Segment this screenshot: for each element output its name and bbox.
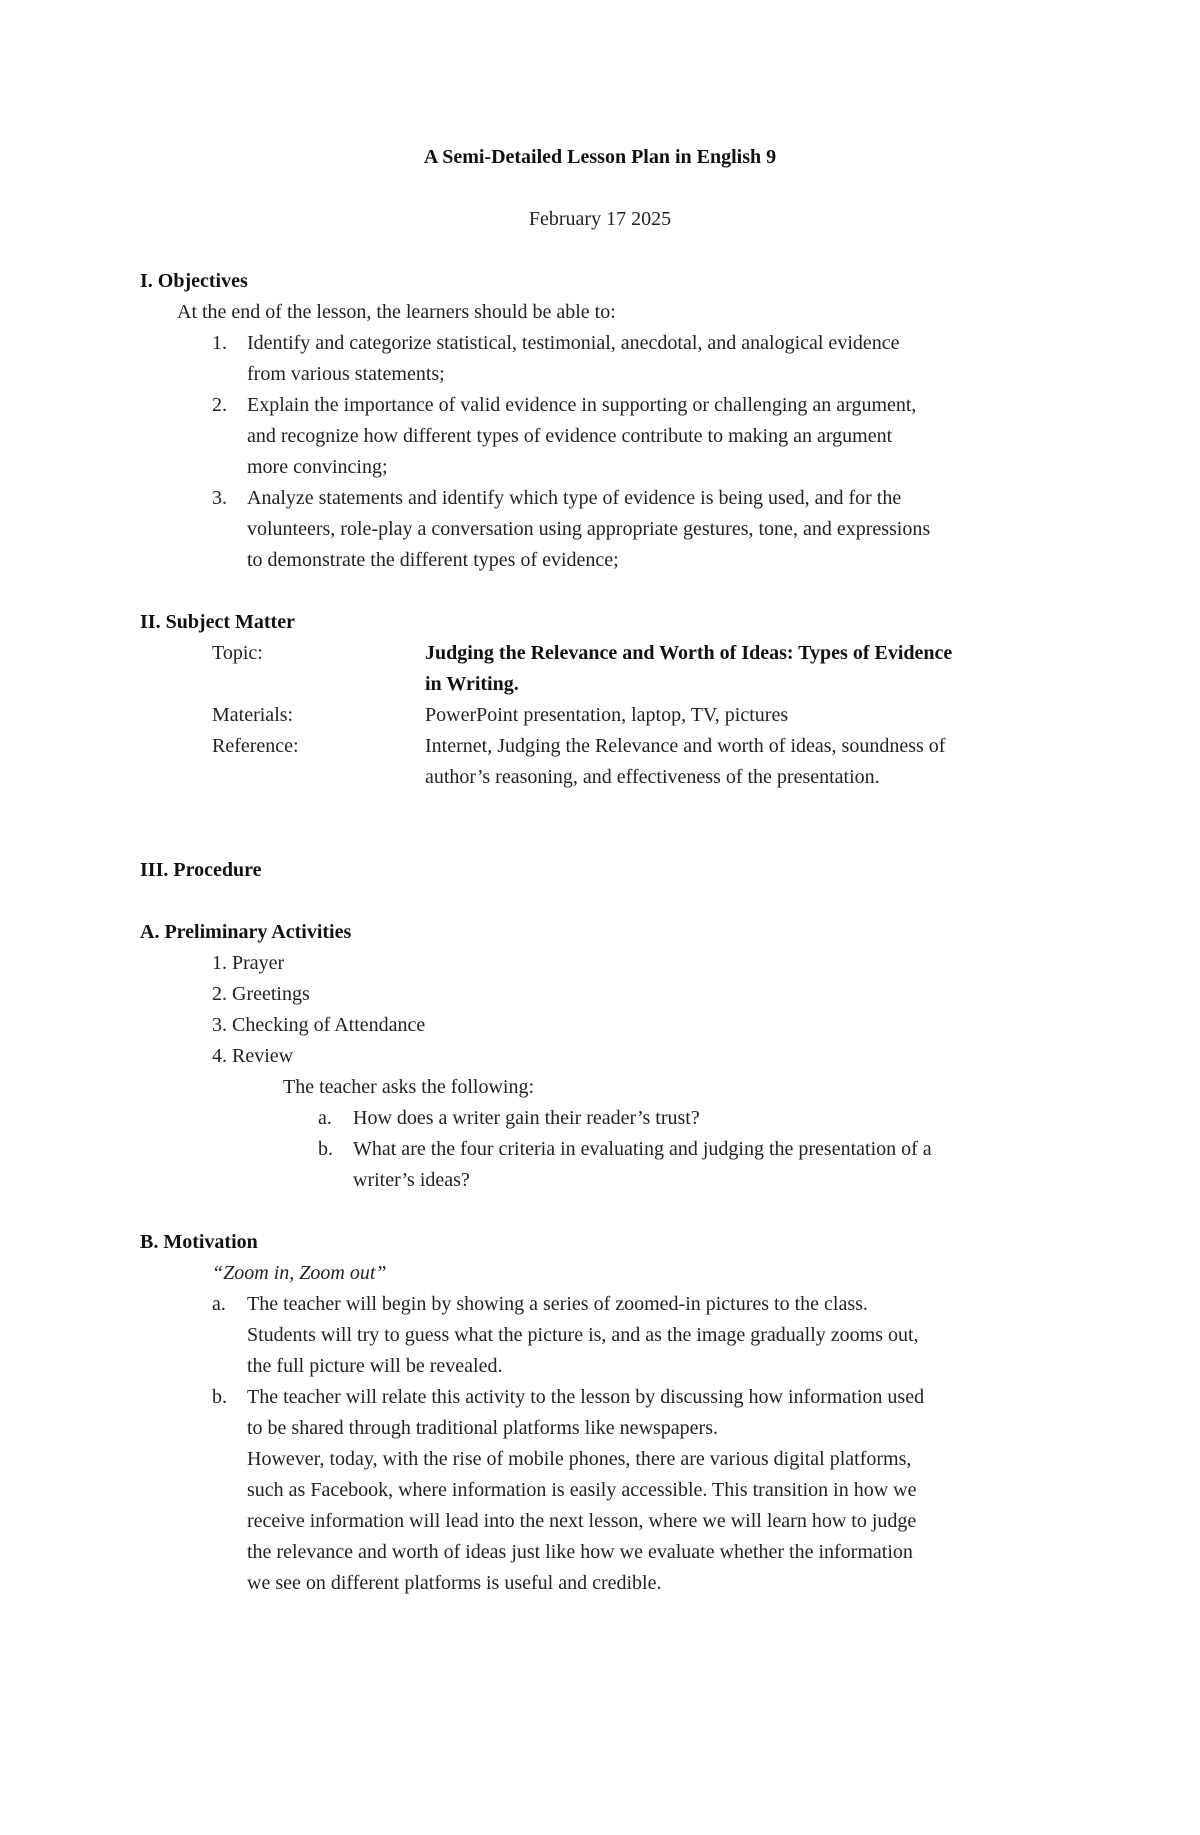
- lesson-date: February 17 2025: [528, 208, 672, 230]
- objective-line: more convincing;: [247, 456, 388, 478]
- motivation-line: we see on different platforms is useful and credible.: [247, 1572, 662, 1594]
- topic-label: Topic:: [212, 642, 263, 664]
- objective-line: Explain the importance of valid evidence in supporting or challenging an argument,: [247, 394, 917, 416]
- objective-line: volunteers, role-play a conversation using appropriate gestures, tone, and expressions: [247, 518, 931, 540]
- objective-number: 2.: [212, 394, 227, 416]
- objective-line: Analyze statements and identify which type of evidence is being used, and for the: [247, 487, 902, 509]
- objectives-heading: I. Objectives: [140, 270, 248, 292]
- motivation-letter: a.: [212, 1293, 226, 1315]
- reference-label: Reference:: [212, 735, 299, 757]
- motivation-letter: b.: [212, 1386, 227, 1408]
- review-intro: The teacher asks the following:: [283, 1076, 535, 1098]
- question-line: How does a writer gain their reader’s trust?: [353, 1107, 700, 1129]
- materials-value: PowerPoint presentation, laptop, TV, pictures: [425, 704, 789, 726]
- objectives-intro: At the end of the lesson, the learners should be able to:: [177, 301, 616, 323]
- procedure-heading: III. Procedure: [140, 859, 262, 881]
- objective-number: 1.: [212, 332, 227, 354]
- question-letter: a.: [318, 1107, 332, 1129]
- objective-line: Identify and categorize statistical, testimonial, anecdotal, and analogical evidence: [247, 332, 900, 354]
- subject-matter-heading: II. Subject Matter: [140, 611, 295, 633]
- motivation-line: The teacher will relate this activity to the lesson by discussing how information used: [247, 1386, 925, 1408]
- motivation-line: to be shared through traditional platforms like newspapers.: [247, 1417, 718, 1439]
- motivation-heading: B. Motivation: [140, 1231, 258, 1253]
- motivation-line: However, today, with the rise of mobile phones, there are various digital platforms,: [247, 1448, 912, 1470]
- question-letter: b.: [318, 1138, 333, 1160]
- objective-line: and recognize how different types of evidence contribute to making an argument: [247, 425, 893, 447]
- topic-value: Judging the Relevance and Worth of Ideas: Types of Evidence: [425, 642, 953, 664]
- question-line: writer’s ideas?: [353, 1169, 470, 1191]
- preliminary-item: 4. Review: [212, 1045, 294, 1067]
- reference-value: author’s reasoning, and effectiveness of the presentation.: [425, 766, 880, 788]
- motivation-line: The teacher will begin by showing a series of zoomed-in pictures to the class.: [247, 1293, 868, 1315]
- objective-line: from various statements;: [247, 363, 445, 385]
- activity-title: “Zoom in, Zoom out”: [212, 1262, 387, 1284]
- preliminary-item: 2. Greetings: [212, 983, 310, 1005]
- motivation-line: the full picture will be revealed.: [247, 1355, 503, 1377]
- preliminary-item: 3. Checking of Attendance: [212, 1014, 426, 1036]
- materials-label: Materials:: [212, 704, 294, 726]
- objective-line: to demonstrate the different types of evidence;: [247, 549, 619, 571]
- motivation-line: Students will try to guess what the picture is, and as the image gradually zooms out,: [247, 1324, 919, 1346]
- page-title: A Semi-Detailed Lesson Plan in English 9: [423, 146, 777, 168]
- objective-number: 3.: [212, 487, 227, 509]
- reference-value: Internet, Judging the Relevance and worth of ideas, soundness of: [425, 735, 946, 757]
- motivation-line: such as Facebook, where information is easily accessible. This transition in how we: [247, 1479, 917, 1501]
- motivation-line: receive information will lead into the next lesson, where we will learn how to judge: [247, 1510, 917, 1532]
- topic-value: in Writing.: [425, 673, 519, 695]
- motivation-line: the relevance and worth of ideas just like how we evaluate whether the information: [247, 1541, 913, 1563]
- question-line: What are the four criteria in evaluating and judging the presentation of a: [353, 1138, 932, 1160]
- preliminary-heading: A. Preliminary Activities: [140, 921, 352, 943]
- preliminary-item: 1. Prayer: [212, 952, 285, 974]
